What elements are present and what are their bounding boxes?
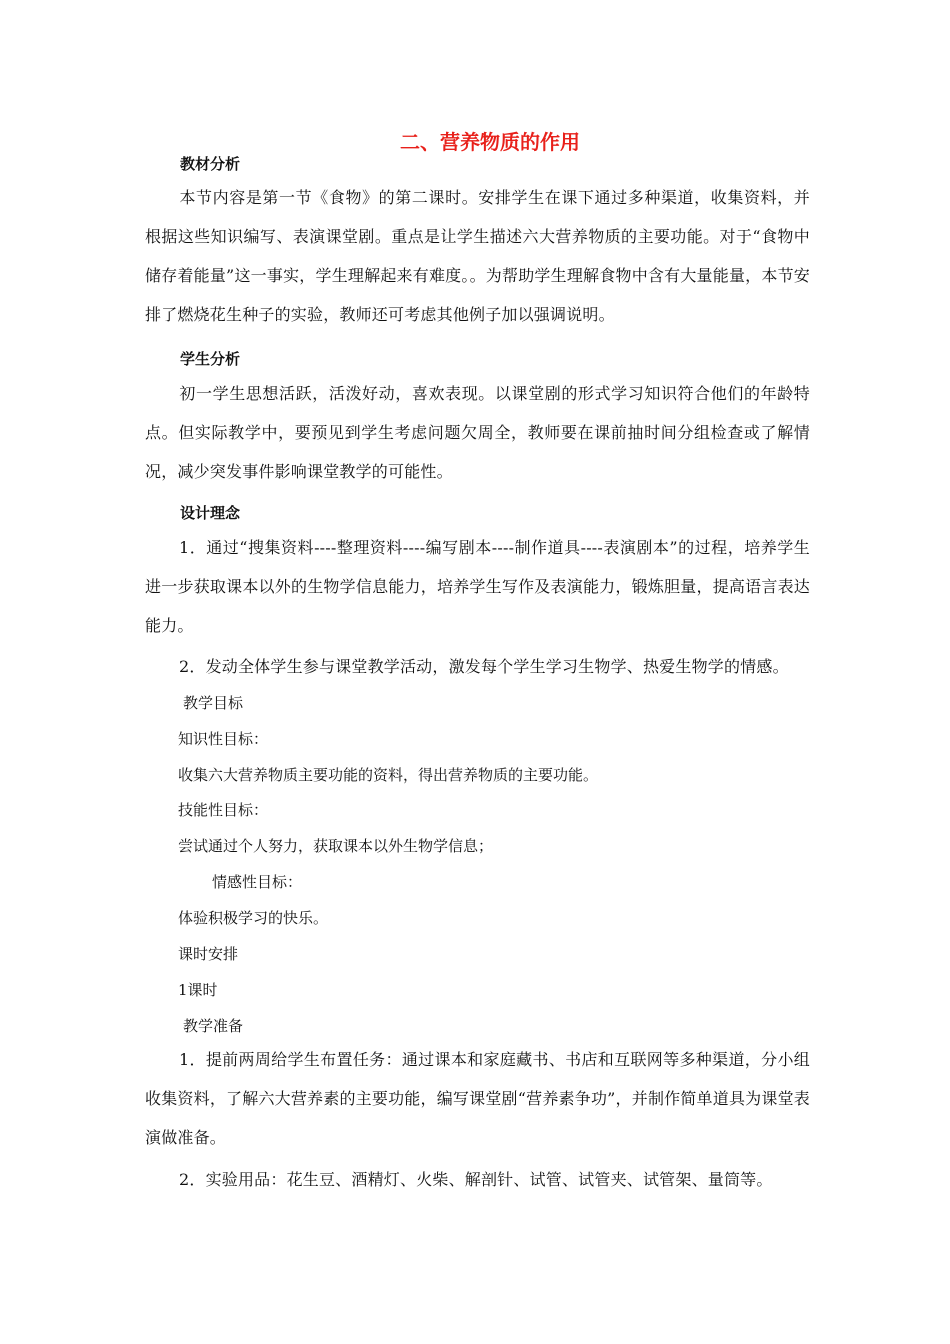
label-skill-goal: 技能性目标： [178,801,269,819]
prep-item-1-text: 1．提前两周给学生布置任务：通过课本和家庭藏书、书店和互联网等多种渠道，分小组收集资料，了解六大营养素的主要功能，编写课堂剧“营养素争功”，并制作简单道具为课堂表演做准备。 [145,1050,810,1147]
paragraph-student-text: 初一学生思想活跃，活泼好动，喜欢表现。以课堂剧的形式学习知识符合他们的年龄特点。但实际教学中，要预见到学生考虑问题欠周全，教师要在课前抽时间分组检查或了解情况，减少突发事件影响课堂教学的可能性。 [145,384,810,481]
paragraph-textbook-text: 本节内容是第一节《食物》的第二课时。安排学生在课下通过多种渠道，收集资料，并根据这些知识编写、表演课堂剧。重点是让学生描述六大营养物质的主要功能。对于“食物中储存着能量”这一事实，学生理解起来有难度。。为帮助学生理解食物中含有大量能量，本节安排了燃烧花生种子的实验，教师还可考虑其他例子加以强调说明。 [145,188,810,324]
heading-teaching-goals: 教学目标 [183,694,244,712]
paragraph-design-item-2 [145,647,810,686]
heading-teaching-prep: 教学准备 [183,1017,244,1035]
paragraph-textbook-analysis [145,178,810,334]
document-title: 二、营养物质的作用 [400,130,580,154]
text-knowledge-goal: 收集六大营养物质主要功能的资料，得出营养物质的主要功能。 [178,766,599,784]
heading-student-analysis: 学生分析 [180,350,241,368]
text-skill-goal: 尝试通过个人努力，获取课本以外生物学信息； [178,837,494,855]
paragraph-student-analysis [145,374,810,491]
heading-design-concept: 设计理念 [180,504,241,522]
heading-textbook-analysis: 教材分析 [180,155,241,173]
label-knowledge-goal: 知识性目标： [178,730,269,748]
heading-class-schedule: 课时安排 [178,945,239,963]
text-emotion-goal: 体验积极学习的快乐。 [178,909,329,927]
paragraph-prep-item-1 [145,1040,810,1157]
label-emotion-goal: 情感性目标： [212,873,303,891]
paragraph-prep-item-2 [145,1160,810,1199]
paragraph-design-item-1 [145,528,810,645]
prep-item-2-text: 2．实验用品：花生豆、酒精灯、火柴、解剖针、试管、试管夹、试管架、量筒等。 [179,1170,773,1189]
design-item-1-text: 1．通过“搜集资料----整理资料----编写剧本----制作道具----表演剧本”的过程，培养学生进一步获取课本以外的生物学信息能力，培养学生写作及表演能力，锻炼胆量，提高语言表达能力。 [145,538,810,635]
design-item-2-text: 2．发动全体学生参与课堂教学活动，激发每个学生学习生物学、热爱生物学的情感。 [179,657,789,676]
text-class-schedule: 1课时 [178,981,218,999]
